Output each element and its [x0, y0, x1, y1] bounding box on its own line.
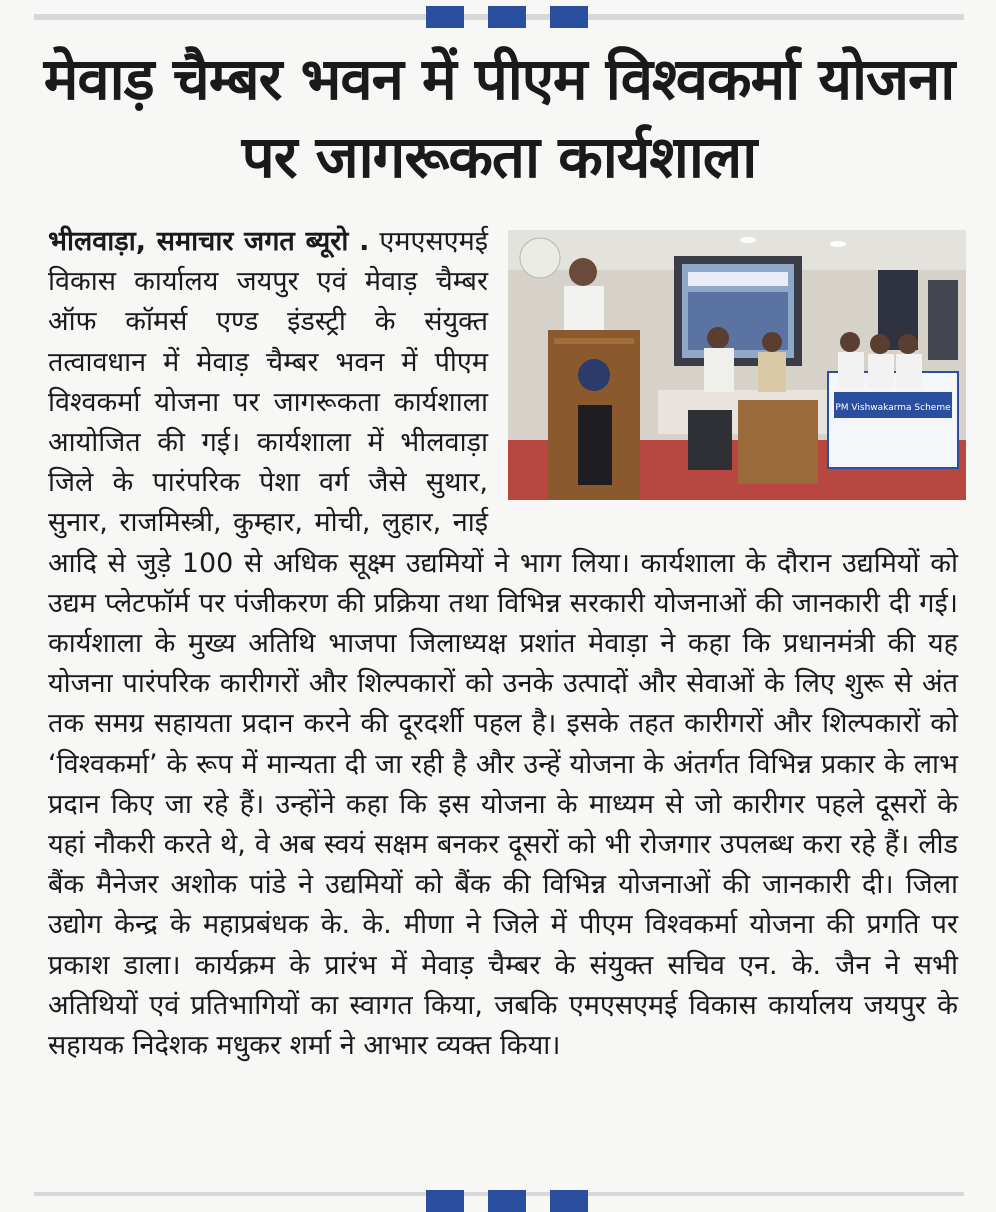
- event-photo: [508, 230, 966, 500]
- photo-illustration: [508, 230, 966, 500]
- banner-text: PM Vishwakarma Scheme: [835, 403, 951, 413]
- article-body: [48, 222, 958, 1066]
- blue-square: [426, 1190, 464, 1212]
- blue-square: [488, 1190, 526, 1212]
- dateline: भीलवाड़ा, समाचार जगत ब्यूरो .: [48, 226, 370, 257]
- top-decoration: [426, 6, 588, 28]
- blue-square: [426, 6, 464, 28]
- article-text: एमएसएमई विकास कार्यालय जयपुर एवं मेवाड़ चैम्बर ऑफ कॉमर्स एण्ड इंडस्ट्री के संयुक्त तत्वावधान में मेवाड़ चैम्बर भवन में पीएम विश्वकर्मा योजना पर जागरूकता कार्यशाला आयोजित की गई। कार्यशाला में भीलवाड़ा जिले के पारंपरिक पेशा वर्ग जैसे सुथार, सुनार, राजमिस्त्री, कुम्हार, मोची, लुहार, नाई आदि से जुड़े 100 से अधिक सूक्ष्म उद्यमियों ने भाग लिया। कार्यशाला के दौरान उद्यमियों को उद्यम प्लेटफॉर्म पर पंजीकरण की प्रक्रिया तथा विभिन्न सरकारी योजनाओं की जानकारी दी गई। कार्यशाला के मुख्य अतिथि भाजपा जिलाध्यक्ष प्रशांत मेवाड़ा ने कहा कि प्रधानमंत्री की यह योजना पारंपरिक कारीगरों और शिल्पकारों को उनके उत्पादों और सेवाओं के लिए शुरू से अंत तक समग्र सहायता प्रदान करने की दूरदर्शी पहल है। इसके तहत कारीगरों और शिल्पकारों को ‘विश्वकर्मा’ के रूप में मान्यता दी जा रही है और उन्हें योजना के अंतर्गत विभिन्न प्रकार के लाभ प्रदान किए जा रहे हैं। उन्होंने कहा कि इस योजना के माध्यम से जो कारीगर पहले दूसरों के यहां नौकरी करते थे, वे अब स्वयं सक्षम बनकर दूसरों को भी रोजगार उपलब्ध करा रहे हैं। लीड बैंक मैनेजर अशोक पांडे ने उद्यमियों को बैंक की विभिन्न योजनाओं की जानकारी दी। जिला उद्योग केन्द्र के महाप्रबंधक के. के. मीणा ने जिले में पीएम विश्वकर्मा योजना की प्रगति पर प्रकाश डाला। कार्यक्रम के प्रारंभ में मेवाड़ चैम्बर के संयुक्त सचिव एन. के. जैन ने सभी अतिथियों एवं प्रतिभागियों का स्वागत किया, जबकि एमएसएमई विकास कार्यालय जयपुर के सहायक निदेशक मधुकर शर्मा ने आभार व्यक्त किया।: [48, 226, 958, 1062]
- blue-square: [550, 1190, 588, 1212]
- bottom-decoration: [426, 1190, 588, 1212]
- blue-square: [488, 6, 526, 28]
- blue-square: [550, 6, 588, 28]
- headline: मेवाड़ चैम्बर भवन में पीएम विश्वकर्मा योजना पर जागरूकता कार्यशाला: [43, 45, 955, 191]
